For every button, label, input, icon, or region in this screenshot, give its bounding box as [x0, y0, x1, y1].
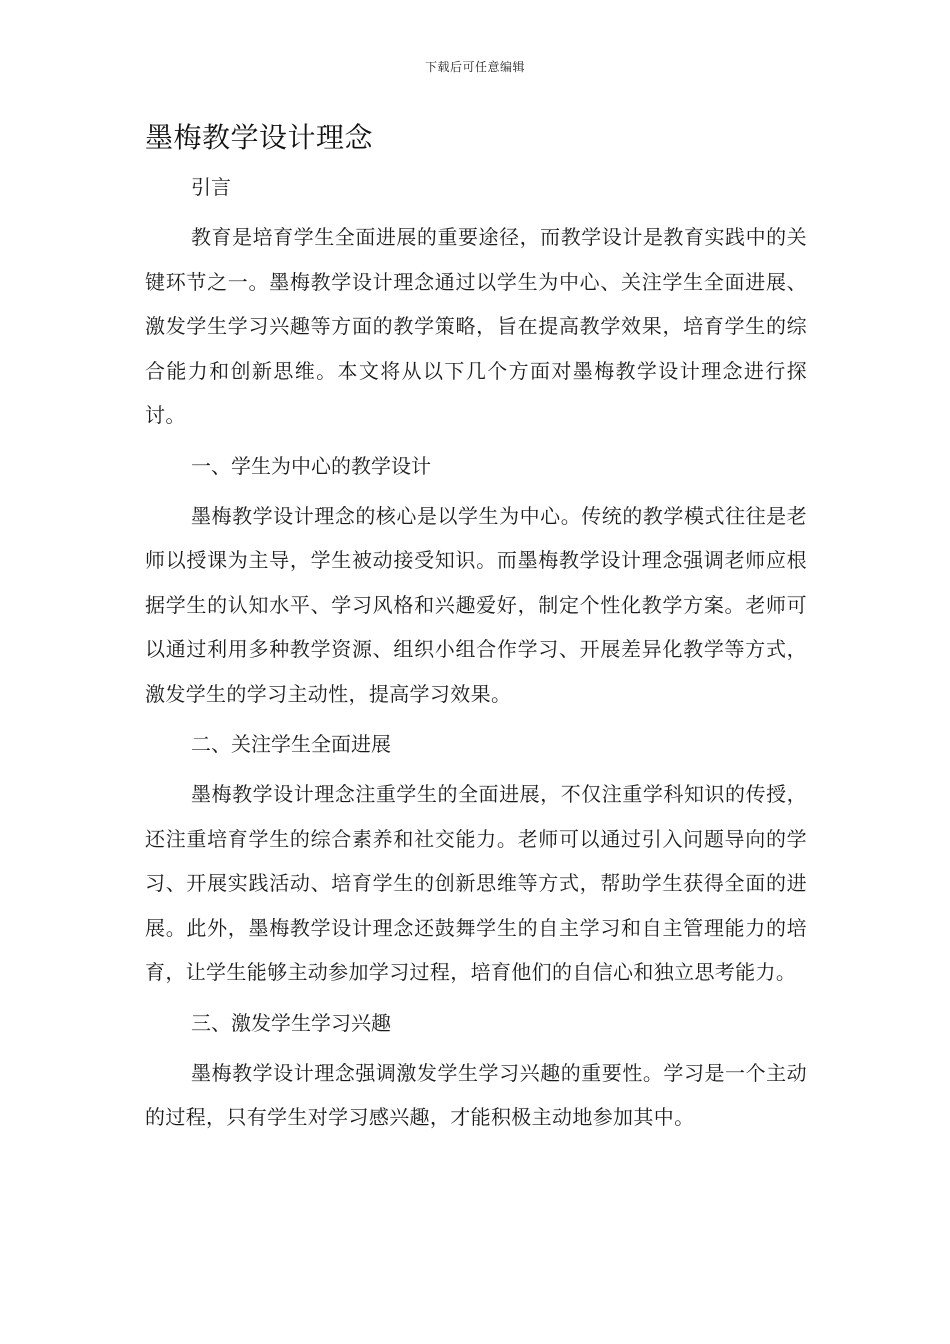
- section-heading-intro: 引言: [191, 175, 231, 199]
- section-heading-learning-interest: 三、激发学生学习兴趣: [191, 1010, 391, 1035]
- paragraph-holistic-development: 墨梅教学设计理念注重学生的全面进展，不仅注重学科知识的传授，还注重培育学生的综合素养和社交能力。老师可以通过引入问题导向的学习、开展实践活动、培育学生的创新思维等方式，帮助学生获得全面的进展。此外，墨梅教学设计理念还鼓舞学生的自主学习和自主管理能力的培育，让学生能够主动参加学习过程，培育他们的自信心和独立思考能力。: [145, 782, 807, 984]
- section-heading-holistic-development: 二、关注学生全面进展: [191, 732, 391, 756]
- document-body: [145, 165, 807, 1146]
- document-title: 墨梅教学设计理念: [145, 121, 374, 154]
- header-note: 下载后可任意编辑: [424, 60, 525, 74]
- paragraph-intro: 教育是培育学生全面进展的重要途径，而教学设计是教育实践中的关键环节之一。墨梅教学设计理念通过以学生为中心、关注学生全面进展、激发学生学习兴趣等方面的教学策略，旨在提高教学效果，培育学生的综合能力和创新思维。本文将从以下几个方面对墨梅教学设计理念进行探讨。: [145, 225, 807, 427]
- section-heading-student-centered: 一、学生为中心的教学设计: [191, 453, 431, 478]
- paragraph-learning-interest: 墨梅教学设计理念强调激发学生学习兴趣的重要性。学习是一个主动的过程，只有学生对学习感兴趣，才能积极主动地参加其中。: [145, 1060, 807, 1129]
- paragraph-student-centered: 墨梅教学设计理念的核心是以学生为中心。传统的教学模式往往是老师以授课为主导，学生被动接受知识。而墨梅教学设计理念强调老师应根据学生的认知水平、学习风格和兴趣爱好，制定个性化教学方案。老师可以通过利用多种教学资源、组织小组合作学习、开展差异化教学等方式，激发学生的学习主动性，提高学习效果。: [145, 503, 807, 706]
